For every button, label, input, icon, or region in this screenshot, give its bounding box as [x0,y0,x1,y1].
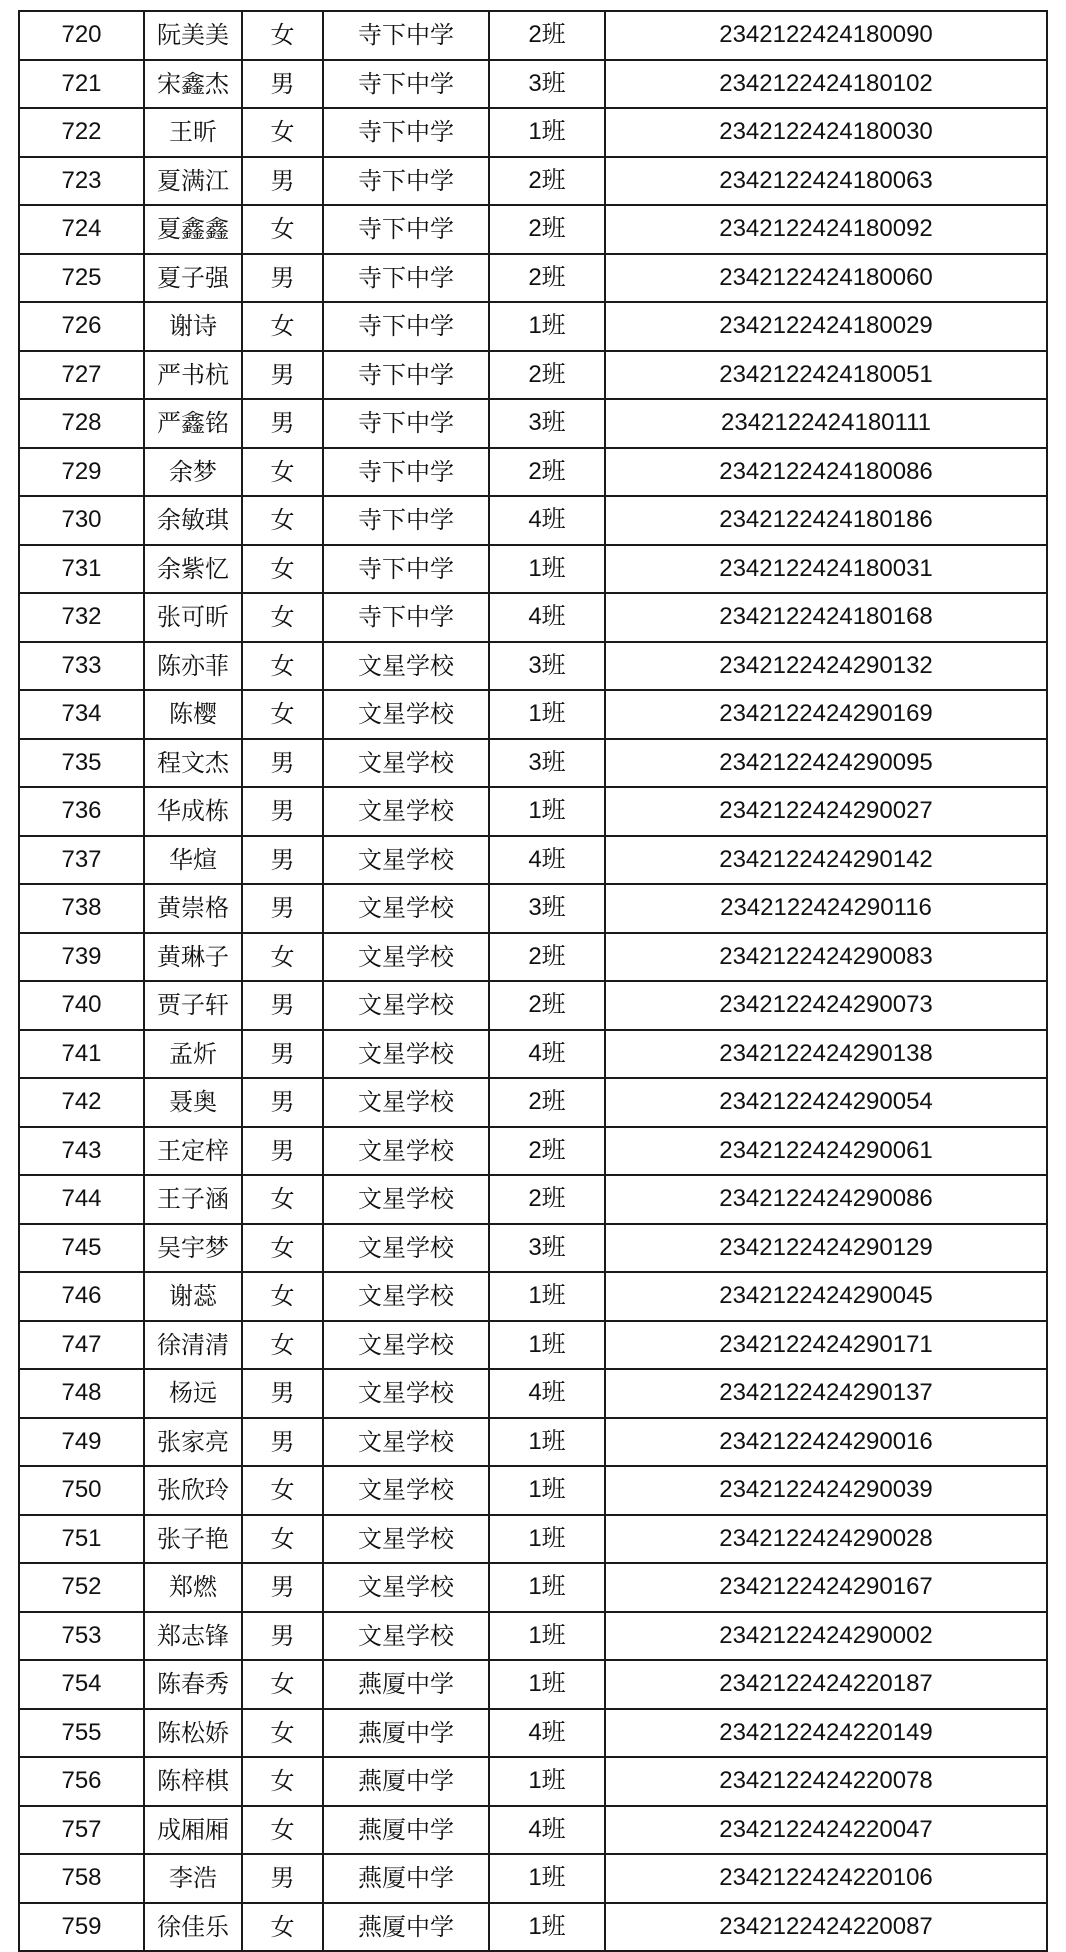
student-roster-table [18,10,1048,1952]
table-row [19,60,1047,109]
school-cell: 寺下中学 [323,108,489,157]
gender-cell: 女 [242,1709,323,1758]
serial-number-cell: 734 [19,690,144,739]
gender-cell: 女 [242,933,323,982]
class-cell: 4班 [489,593,605,642]
gender-cell: 女 [242,593,323,642]
student-id-cell: 2342122424220087 [605,1903,1047,1952]
table-row [19,739,1047,788]
gender-cell: 女 [242,448,323,497]
student-name-cell: 成厢厢 [144,1806,242,1855]
serial-number-cell: 753 [19,1612,144,1661]
student-name-cell: 余敏琪 [144,496,242,545]
school-cell: 文星学校 [323,1418,489,1467]
serial-number-cell: 744 [19,1175,144,1224]
class-cell: 3班 [489,884,605,933]
student-name-cell: 余紫忆 [144,545,242,594]
table-row [19,448,1047,497]
school-cell: 寺下中学 [323,399,489,448]
gender-cell: 女 [242,1757,323,1806]
gender-cell: 女 [242,108,323,157]
table-row [19,1224,1047,1273]
class-cell: 2班 [489,254,605,303]
serial-number-cell: 747 [19,1321,144,1370]
table-row [19,1757,1047,1806]
student-name-cell: 张欣玲 [144,1466,242,1515]
student-id-cell: 2342122424180029 [605,302,1047,351]
school-cell: 文星学校 [323,739,489,788]
student-id-cell: 2342122424180031 [605,545,1047,594]
student-name-cell: 徐清清 [144,1321,242,1370]
serial-number-cell: 723 [19,157,144,206]
school-cell: 文星学校 [323,933,489,982]
table-row [19,690,1047,739]
serial-number-cell: 726 [19,302,144,351]
class-cell: 1班 [489,1272,605,1321]
table-row [19,933,1047,982]
table-row [19,1030,1047,1079]
class-cell: 2班 [489,981,605,1030]
student-id-cell: 2342122424290027 [605,787,1047,836]
student-name-cell: 夏子强 [144,254,242,303]
serial-number-cell: 722 [19,108,144,157]
serial-number-cell: 745 [19,1224,144,1273]
gender-cell: 女 [242,1175,323,1224]
student-id-cell: 2342122424290116 [605,884,1047,933]
school-cell: 文星学校 [323,1272,489,1321]
serial-number-cell: 756 [19,1757,144,1806]
student-id-cell: 2342122424290138 [605,1030,1047,1079]
table-row [19,1515,1047,1564]
student-name-cell: 王定梓 [144,1127,242,1176]
table-row [19,1175,1047,1224]
student-name-cell: 华煊 [144,836,242,885]
class-cell: 3班 [489,739,605,788]
student-id-cell: 2342122424290132 [605,642,1047,691]
student-id-cell: 2342122424290095 [605,739,1047,788]
student-id-cell: 2342122424290083 [605,933,1047,982]
table-row [19,1466,1047,1515]
gender-cell: 女 [242,545,323,594]
serial-number-cell: 754 [19,1660,144,1709]
student-name-cell: 严鑫铭 [144,399,242,448]
table-row [19,884,1047,933]
class-cell: 2班 [489,11,605,60]
table-row [19,1127,1047,1176]
serial-number-cell: 752 [19,1563,144,1612]
school-cell: 燕厦中学 [323,1660,489,1709]
table-row [19,642,1047,691]
class-cell: 1班 [489,1757,605,1806]
school-cell: 寺下中学 [323,205,489,254]
serial-number-cell: 743 [19,1127,144,1176]
school-cell: 寺下中学 [323,157,489,206]
table-row [19,302,1047,351]
gender-cell: 女 [242,1321,323,1370]
student-id-cell: 2342122424180102 [605,60,1047,109]
serial-number-cell: 757 [19,1806,144,1855]
class-cell: 3班 [489,1224,605,1273]
student-name-cell: 张家亮 [144,1418,242,1467]
class-cell: 1班 [489,1321,605,1370]
student-name-cell: 孟炘 [144,1030,242,1079]
school-cell: 文星学校 [323,1127,489,1176]
student-name-cell: 程文杰 [144,739,242,788]
student-id-cell: 2342122424290167 [605,1563,1047,1612]
student-name-cell: 张可昕 [144,593,242,642]
school-cell: 文星学校 [323,1515,489,1564]
class-cell: 4班 [489,1806,605,1855]
class-cell: 2班 [489,448,605,497]
table-row [19,1078,1047,1127]
class-cell: 1班 [489,302,605,351]
serial-number-cell: 730 [19,496,144,545]
gender-cell: 男 [242,787,323,836]
student-name-cell: 聂奥 [144,1078,242,1127]
gender-cell: 男 [242,157,323,206]
student-id-cell: 2342122424220149 [605,1709,1047,1758]
school-cell: 文星学校 [323,836,489,885]
school-cell: 文星学校 [323,1224,489,1273]
gender-cell: 男 [242,1078,323,1127]
student-id-cell: 2342122424180086 [605,448,1047,497]
serial-number-cell: 728 [19,399,144,448]
class-cell: 3班 [489,60,605,109]
class-cell: 4班 [489,1709,605,1758]
table-row [19,1563,1047,1612]
roster-body [19,11,1047,1951]
class-cell: 4班 [489,496,605,545]
serial-number-cell: 741 [19,1030,144,1079]
student-id-cell: 2342122424290002 [605,1612,1047,1661]
student-id-cell: 2342122424290129 [605,1224,1047,1273]
class-cell: 2班 [489,1127,605,1176]
student-name-cell: 郑志锋 [144,1612,242,1661]
table-row [19,351,1047,400]
student-name-cell: 杨远 [144,1369,242,1418]
school-cell: 寺下中学 [323,60,489,109]
serial-number-cell: 737 [19,836,144,885]
school-cell: 燕厦中学 [323,1709,489,1758]
table-row [19,1660,1047,1709]
class-cell: 1班 [489,1903,605,1952]
student-name-cell: 王子涵 [144,1175,242,1224]
student-name-cell: 阮美美 [144,11,242,60]
student-id-cell: 2342122424180063 [605,157,1047,206]
table-row [19,157,1047,206]
gender-cell: 男 [242,1127,323,1176]
school-cell: 寺下中学 [323,448,489,497]
table-row [19,1321,1047,1370]
school-cell: 寺下中学 [323,496,489,545]
serial-number-cell: 751 [19,1515,144,1564]
school-cell: 寺下中学 [323,302,489,351]
gender-cell: 女 [242,1466,323,1515]
school-cell: 文星学校 [323,1030,489,1079]
student-name-cell: 严书杭 [144,351,242,400]
serial-number-cell: 738 [19,884,144,933]
serial-number-cell: 720 [19,11,144,60]
student-name-cell: 华成栋 [144,787,242,836]
gender-cell: 男 [242,1854,323,1903]
gender-cell: 女 [242,496,323,545]
school-cell: 文星学校 [323,1563,489,1612]
student-name-cell: 夏满江 [144,157,242,206]
class-cell: 2班 [489,1175,605,1224]
school-cell: 寺下中学 [323,545,489,594]
student-id-cell: 2342122424180060 [605,254,1047,303]
gender-cell: 男 [242,836,323,885]
student-name-cell: 陈春秀 [144,1660,242,1709]
class-cell: 2班 [489,933,605,982]
student-id-cell: 2342122424290171 [605,1321,1047,1370]
table-row [19,787,1047,836]
table-row [19,254,1047,303]
gender-cell: 女 [242,1224,323,1273]
class-cell: 4班 [489,836,605,885]
gender-cell: 男 [242,739,323,788]
gender-cell: 男 [242,351,323,400]
table-row [19,11,1047,60]
school-cell: 燕厦中学 [323,1903,489,1952]
student-id-cell: 2342122424290073 [605,981,1047,1030]
student-id-cell: 2342122424220047 [605,1806,1047,1855]
serial-number-cell: 746 [19,1272,144,1321]
serial-number-cell: 725 [19,254,144,303]
school-cell: 文星学校 [323,981,489,1030]
serial-number-cell: 733 [19,642,144,691]
student-name-cell: 陈松娇 [144,1709,242,1758]
class-cell: 3班 [489,399,605,448]
serial-number-cell: 736 [19,787,144,836]
school-cell: 寺下中学 [323,11,489,60]
gender-cell: 男 [242,60,323,109]
gender-cell: 男 [242,981,323,1030]
class-cell: 2班 [489,205,605,254]
table-row [19,1612,1047,1661]
table-row [19,1806,1047,1855]
class-cell: 2班 [489,351,605,400]
serial-number-cell: 721 [19,60,144,109]
school-cell: 文星学校 [323,1612,489,1661]
school-cell: 文星学校 [323,884,489,933]
gender-cell: 男 [242,1563,323,1612]
gender-cell: 男 [242,399,323,448]
school-cell: 寺下中学 [323,254,489,303]
serial-number-cell: 724 [19,205,144,254]
table-row [19,1854,1047,1903]
gender-cell: 女 [242,1272,323,1321]
serial-number-cell: 739 [19,933,144,982]
class-cell: 1班 [489,690,605,739]
gender-cell: 男 [242,1030,323,1079]
school-cell: 寺下中学 [323,351,489,400]
gender-cell: 男 [242,1612,323,1661]
serial-number-cell: 729 [19,448,144,497]
gender-cell: 男 [242,1369,323,1418]
school-cell: 燕厦中学 [323,1854,489,1903]
class-cell: 1班 [489,108,605,157]
gender-cell: 男 [242,884,323,933]
class-cell: 1班 [489,1515,605,1564]
student-id-cell: 2342122424180092 [605,205,1047,254]
class-cell: 1班 [489,1660,605,1709]
table-row [19,836,1047,885]
table-row [19,108,1047,157]
gender-cell: 女 [242,1515,323,1564]
class-cell: 1班 [489,1418,605,1467]
student-id-cell: 2342122424290061 [605,1127,1047,1176]
serial-number-cell: 735 [19,739,144,788]
student-id-cell: 2342122424220106 [605,1854,1047,1903]
table-row [19,545,1047,594]
student-id-cell: 2342122424180030 [605,108,1047,157]
student-id-cell: 2342122424290169 [605,690,1047,739]
student-id-cell: 2342122424220187 [605,1660,1047,1709]
student-id-cell: 2342122424290054 [605,1078,1047,1127]
table-row [19,981,1047,1030]
class-cell: 1班 [489,1612,605,1661]
student-name-cell: 夏鑫鑫 [144,205,242,254]
student-id-cell: 2342122424290137 [605,1369,1047,1418]
student-name-cell: 余梦 [144,448,242,497]
school-cell: 文星学校 [323,642,489,691]
student-name-cell: 黄崇格 [144,884,242,933]
student-id-cell: 2342122424180168 [605,593,1047,642]
student-id-cell: 2342122424290045 [605,1272,1047,1321]
school-cell: 文星学校 [323,690,489,739]
table-row [19,1418,1047,1467]
student-name-cell: 陈樱 [144,690,242,739]
school-cell: 文星学校 [323,1175,489,1224]
school-cell: 文星学校 [323,1321,489,1370]
serial-number-cell: 759 [19,1903,144,1952]
student-name-cell: 陈梓棋 [144,1757,242,1806]
serial-number-cell: 749 [19,1418,144,1467]
gender-cell: 女 [242,1903,323,1952]
class-cell: 4班 [489,1030,605,1079]
class-cell: 2班 [489,1078,605,1127]
table-row [19,496,1047,545]
class-cell: 4班 [489,1369,605,1418]
table-row [19,1903,1047,1952]
class-cell: 2班 [489,157,605,206]
student-name-cell: 贾子轩 [144,981,242,1030]
serial-number-cell: 755 [19,1709,144,1758]
gender-cell: 女 [242,11,323,60]
serial-number-cell: 758 [19,1854,144,1903]
student-name-cell: 李浩 [144,1854,242,1903]
student-name-cell: 郑燃 [144,1563,242,1612]
school-cell: 燕厦中学 [323,1806,489,1855]
class-cell: 1班 [489,1854,605,1903]
school-cell: 文星学校 [323,1466,489,1515]
student-id-cell: 2342122424290039 [605,1466,1047,1515]
gender-cell: 女 [242,1660,323,1709]
student-name-cell: 宋鑫杰 [144,60,242,109]
student-name-cell: 陈亦菲 [144,642,242,691]
student-name-cell: 谢诗 [144,302,242,351]
school-cell: 寺下中学 [323,593,489,642]
school-cell: 文星学校 [323,1369,489,1418]
serial-number-cell: 740 [19,981,144,1030]
class-cell: 1班 [489,787,605,836]
school-cell: 文星学校 [323,1078,489,1127]
serial-number-cell: 731 [19,545,144,594]
student-id-cell: 2342122424180090 [605,11,1047,60]
student-name-cell: 徐佳乐 [144,1903,242,1952]
table-row [19,205,1047,254]
gender-cell: 男 [242,1418,323,1467]
serial-number-cell: 732 [19,593,144,642]
class-cell: 1班 [489,1466,605,1515]
gender-cell: 女 [242,690,323,739]
table-row [19,1369,1047,1418]
student-id-cell: 2342122424180111 [605,399,1047,448]
gender-cell: 男 [242,254,323,303]
serial-number-cell: 742 [19,1078,144,1127]
student-name-cell: 黄琳子 [144,933,242,982]
student-id-cell: 2342122424290142 [605,836,1047,885]
student-id-cell: 2342122424180051 [605,351,1047,400]
student-name-cell: 吴宇梦 [144,1224,242,1273]
serial-number-cell: 750 [19,1466,144,1515]
student-id-cell: 2342122424180186 [605,496,1047,545]
student-id-cell: 2342122424290086 [605,1175,1047,1224]
class-cell: 1班 [489,545,605,594]
gender-cell: 女 [242,642,323,691]
table-row [19,593,1047,642]
table-row [19,1272,1047,1321]
student-id-cell: 2342122424220078 [605,1757,1047,1806]
gender-cell: 女 [242,1806,323,1855]
student-name-cell: 谢蕊 [144,1272,242,1321]
student-id-cell: 2342122424290016 [605,1418,1047,1467]
serial-number-cell: 748 [19,1369,144,1418]
table-row [19,1709,1047,1758]
class-cell: 3班 [489,642,605,691]
class-cell: 1班 [489,1563,605,1612]
school-cell: 燕厦中学 [323,1757,489,1806]
gender-cell: 女 [242,302,323,351]
table-row [19,399,1047,448]
serial-number-cell: 727 [19,351,144,400]
school-cell: 文星学校 [323,787,489,836]
student-id-cell: 2342122424290028 [605,1515,1047,1564]
gender-cell: 女 [242,205,323,254]
student-name-cell: 王昕 [144,108,242,157]
student-name-cell: 张子艳 [144,1515,242,1564]
